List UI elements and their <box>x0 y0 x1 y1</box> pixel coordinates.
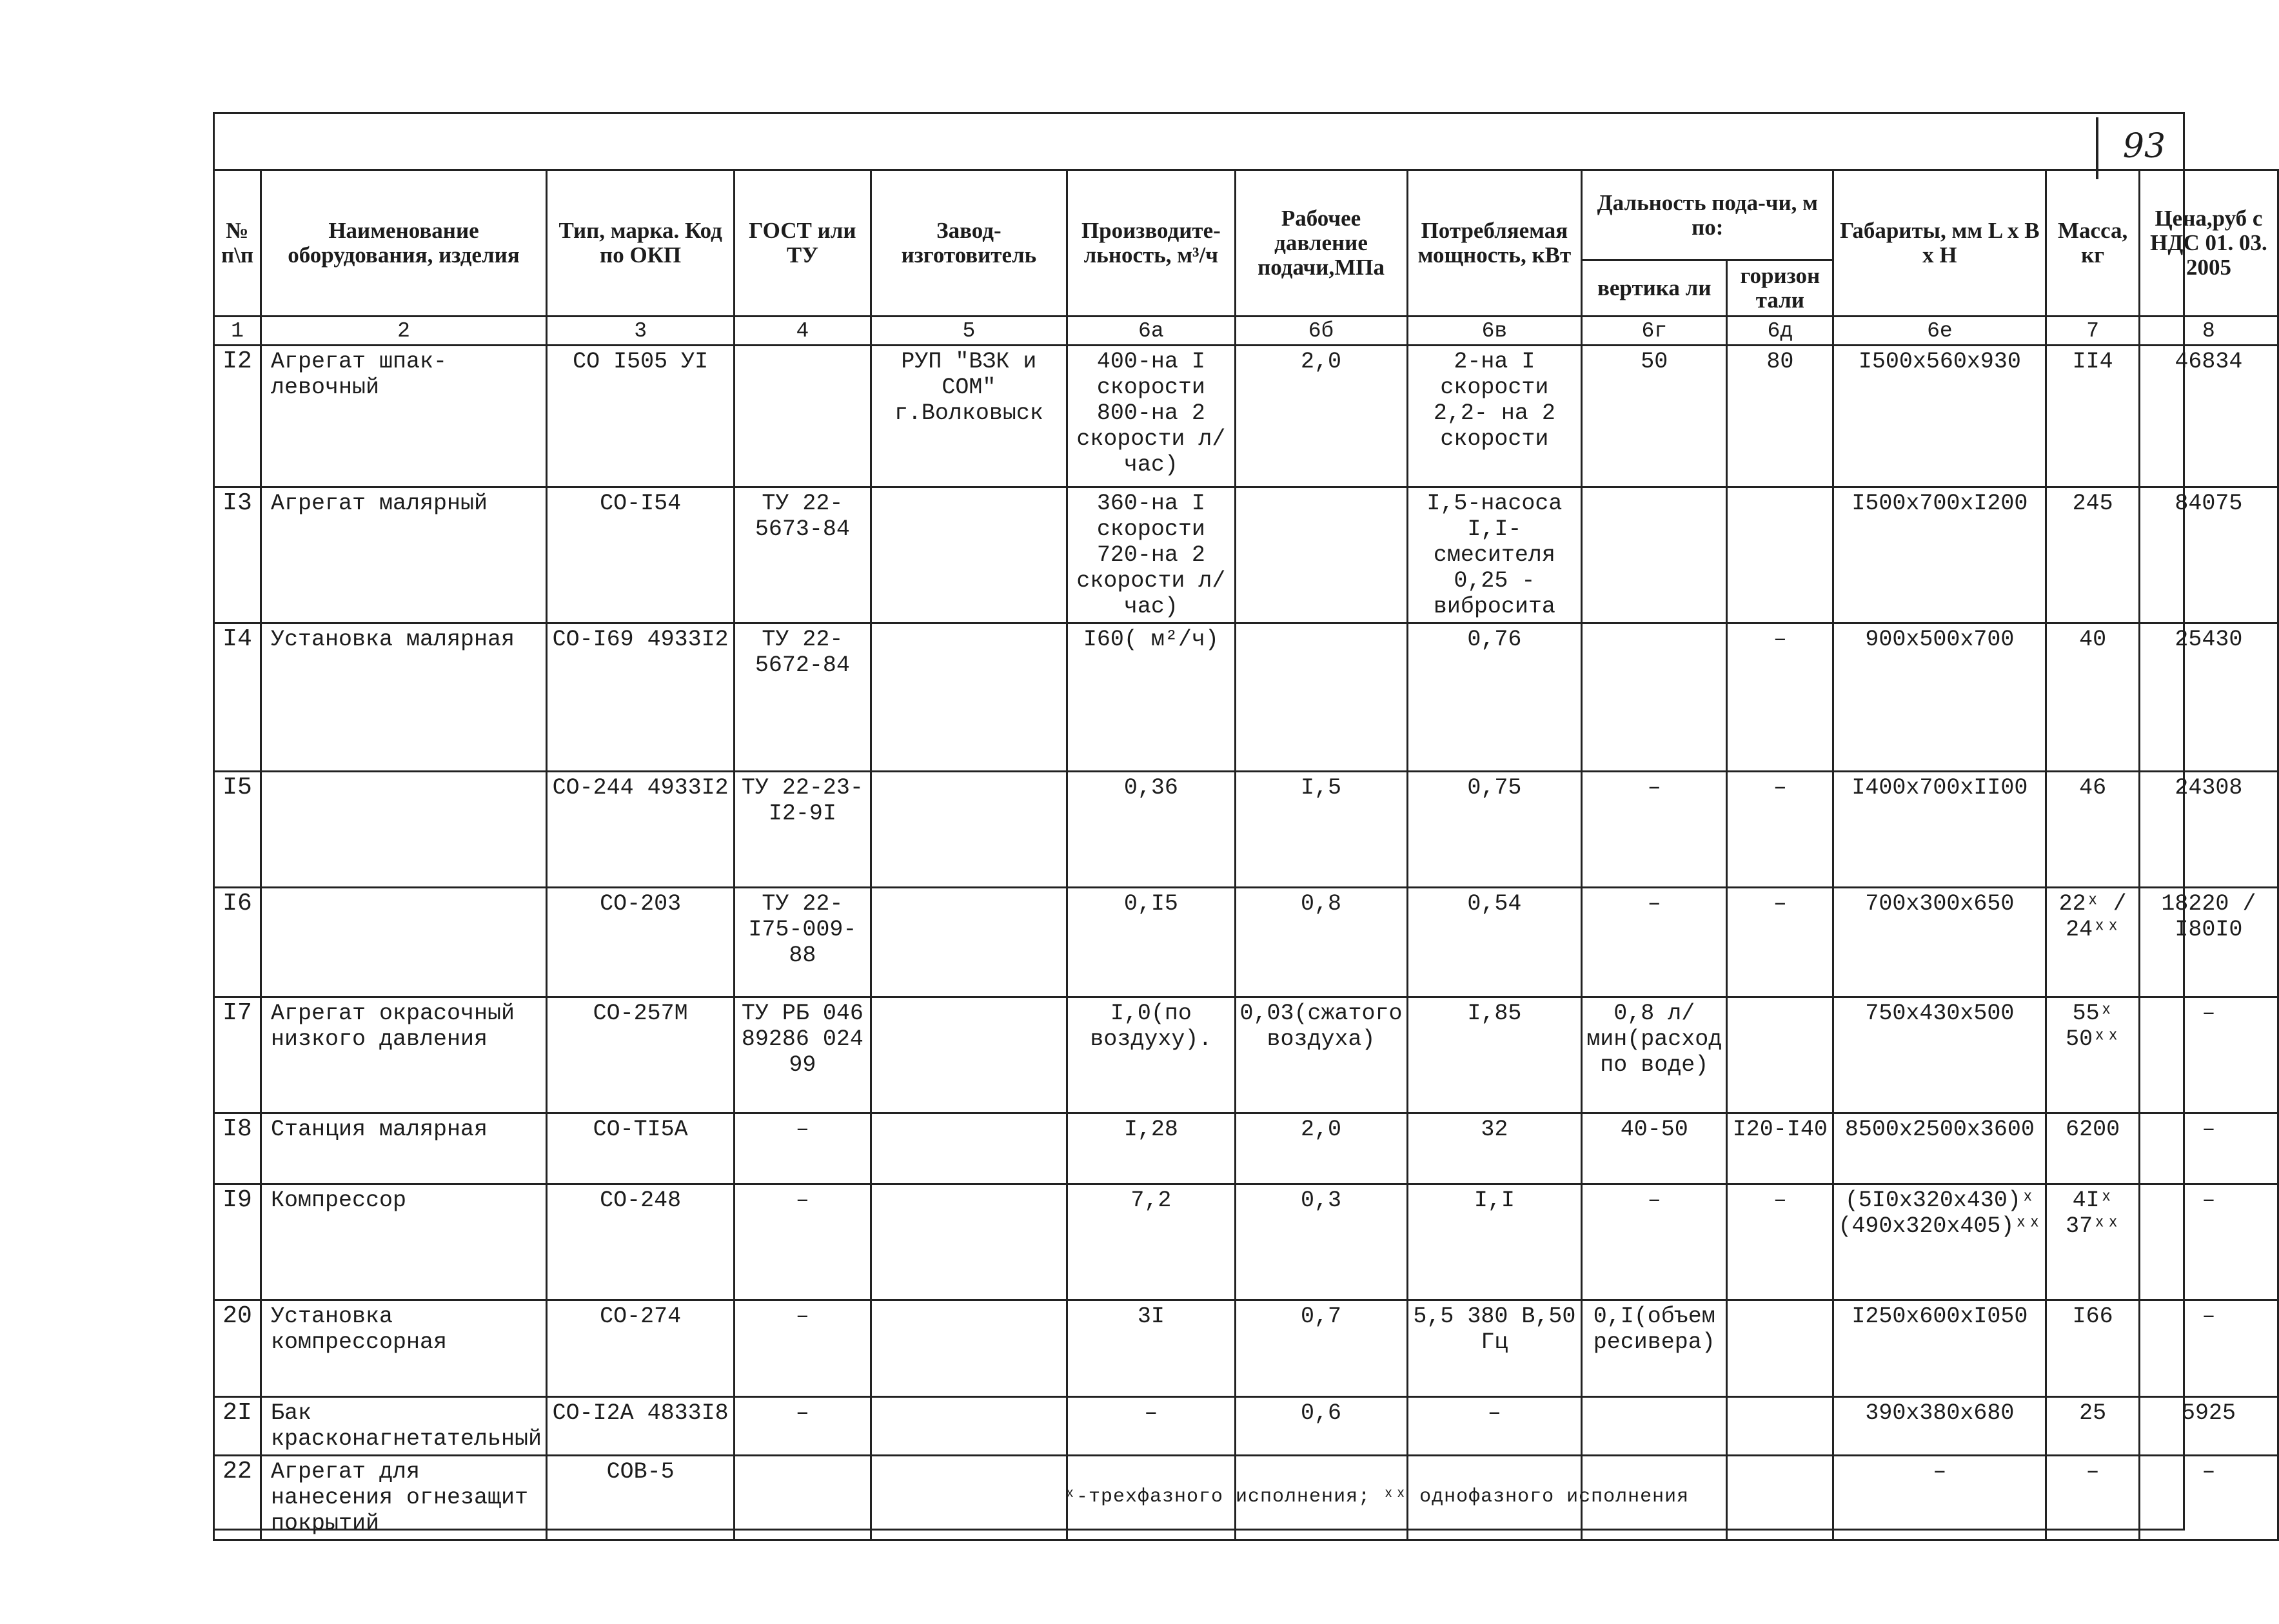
hdr-dist-vert: вертика ли <box>1582 260 1727 317</box>
item-dist-horiz <box>1727 1300 1833 1397</box>
item-mass: II4 <box>2046 346 2139 487</box>
row-number: I7 <box>214 997 261 1113</box>
item-dist-horiz: – <box>1727 888 1833 997</box>
item-mass: 4Iˣ 37ˣˣ <box>2046 1184 2139 1300</box>
item-dist-vert: – <box>1582 1184 1727 1300</box>
item-type: СО-244 4933I2 <box>547 772 735 888</box>
item-name <box>261 888 546 997</box>
item-name: Установка компрессорная <box>261 1300 546 1397</box>
item-price: 25430 <box>2139 623 2278 772</box>
item-dims: 700x300x650 <box>1833 888 2046 997</box>
item-name: Агрегат шпак-левочный <box>261 346 546 487</box>
item-power: 5,5 380 В,50 Гц <box>1407 1300 1582 1397</box>
item-type: СО-ТI5А <box>547 1113 735 1184</box>
item-name: Агрегат окрасочный низкого давления <box>261 997 546 1113</box>
colnum: 6а <box>1067 317 1235 346</box>
colnum: 6б <box>1235 317 1407 346</box>
item-gost: ТУ 22-5673-84 <box>735 487 871 623</box>
item-price: – <box>2139 1300 2278 1397</box>
item-pressure: 0,6 <box>1235 1397 1407 1456</box>
item-productivity: I60( м²/ч) <box>1067 623 1235 772</box>
item-dims: I500x560x930 <box>1833 346 2046 487</box>
item-productivity: 400-на I скорости 800-на 2 скорости л/час) <box>1067 346 1235 487</box>
item-type: СО-I69 4933I2 <box>547 623 735 772</box>
column-number-row <box>214 317 2278 346</box>
item-maker <box>871 772 1067 888</box>
item-dims: I250x600xI050 <box>1833 1300 2046 1397</box>
item-productivity: 0,36 <box>1067 772 1235 888</box>
item-type: СО-257М <box>547 997 735 1113</box>
row-number: I4 <box>214 623 261 772</box>
item-productivity: 3I <box>1067 1300 1235 1397</box>
item-name <box>261 772 546 888</box>
item-dist-horiz: – <box>1727 623 1833 772</box>
colnum: 6в <box>1407 317 1582 346</box>
item-gost: ТУ 22-I75-009-88 <box>735 888 871 997</box>
hdr-mass: Масса, кг <box>2046 170 2139 317</box>
item-power: 2-на I скорости 2,2- на 2 скорости <box>1407 346 1582 487</box>
item-power: I,I <box>1407 1184 1582 1300</box>
item-maker: РУП "ВЗК и СОМ" г.Волковыск <box>871 346 1067 487</box>
colnum: 4 <box>735 317 871 346</box>
item-dist-vert: 0,I(объем ресивера) <box>1582 1300 1727 1397</box>
item-name: Бак красконагнетательный <box>261 1397 546 1456</box>
hdr-pressure: Рабочее давление подачи,МПа <box>1235 170 1407 317</box>
item-pressure: 0,7 <box>1235 1300 1407 1397</box>
item-dims: I400x700xII00 <box>1833 772 2046 888</box>
item-dist-vert <box>1582 623 1727 772</box>
item-productivity: I,0(по воздуху). <box>1067 997 1235 1113</box>
hdr-type: Тип, марка. Код по ОКП <box>547 170 735 317</box>
hdr-maker: Завод-изготовитель <box>871 170 1067 317</box>
item-dist-vert: 40-50 <box>1582 1113 1727 1184</box>
table-row <box>214 623 2278 772</box>
item-name: Агрегат для нанесения огнезащит покрытий <box>261 1456 546 1540</box>
hdr-gost: ГОСТ или ТУ <box>735 170 871 317</box>
item-type: СО I505 УI <box>547 346 735 487</box>
hdr-num: № п\п <box>214 170 261 317</box>
item-mass: 55ˣ 50ˣˣ <box>2046 997 2139 1113</box>
item-gost: ТУ 22-5672-84 <box>735 623 871 772</box>
item-price: 24308 <box>2139 772 2278 888</box>
item-maker <box>871 623 1067 772</box>
item-pressure: 0,8 <box>1235 888 1407 997</box>
hdr-dist-horiz: горизон тали <box>1727 260 1833 317</box>
row-number: I8 <box>214 1113 261 1184</box>
table-row <box>214 487 2278 623</box>
item-dims: (5I0x320x430)ˣ (490x320x405)ˣˣ <box>1833 1184 2046 1300</box>
item-productivity: 7,2 <box>1067 1184 1235 1300</box>
item-dist-vert: – <box>1582 772 1727 888</box>
table-row <box>214 346 2278 487</box>
item-type: СО-203 <box>547 888 735 997</box>
item-power: 32 <box>1407 1113 1582 1184</box>
item-dist-vert: – <box>1582 888 1727 997</box>
row-number: 2I <box>214 1397 261 1456</box>
item-maker <box>871 1456 1067 1540</box>
page-number: 93 <box>2122 127 2166 166</box>
item-dist-horiz <box>1727 1397 1833 1456</box>
row-number: 20 <box>214 1300 261 1397</box>
table-row <box>214 1184 2278 1300</box>
hdr-name: Наименование оборудования, изделия <box>261 170 546 317</box>
colnum: 7 <box>2046 317 2139 346</box>
item-maker <box>871 1397 1067 1456</box>
item-dims: I500x700xI200 <box>1833 487 2046 623</box>
hdr-distance: Дальность пода-чи, м по: <box>1582 170 1833 260</box>
item-gost: – <box>735 1113 871 1184</box>
table-row <box>214 888 2278 997</box>
item-price: – <box>2139 1184 2278 1300</box>
item-type: СОВ-5 <box>547 1456 735 1540</box>
item-power: I,5-насоса I,I-смесителя 0,25 - вибросита <box>1407 487 1582 623</box>
item-gost <box>735 1456 871 1540</box>
item-gost <box>735 346 871 487</box>
row-number: I2 <box>214 346 261 487</box>
item-price: – <box>2139 1456 2278 1540</box>
item-maker <box>871 1300 1067 1397</box>
item-maker <box>871 487 1067 623</box>
item-mass: 6200 <box>2046 1113 2139 1184</box>
item-pressure <box>1235 487 1407 623</box>
item-type: СО-I2А 4833I8 <box>547 1397 735 1456</box>
item-pressure: 0,03(сжатого воздуха) <box>1235 997 1407 1113</box>
item-maker <box>871 1113 1067 1184</box>
item-pressure: 2,0 <box>1235 1113 1407 1184</box>
item-dims: 750x430x500 <box>1833 997 2046 1113</box>
table-row <box>214 772 2278 888</box>
item-gost: ТУ РБ 046 89286 024 99 <box>735 997 871 1113</box>
item-mass: 22ˣ / 24ˣˣ <box>2046 888 2139 997</box>
item-pressure: I,5 <box>1235 772 1407 888</box>
item-productivity: – <box>1067 1397 1235 1456</box>
row-number: 22 <box>214 1456 261 1540</box>
item-mass: 245 <box>2046 487 2139 623</box>
equipment-table <box>213 169 2279 1541</box>
colnum: 6д <box>1727 317 1833 346</box>
item-pressure: 0,3 <box>1235 1184 1407 1300</box>
row-number: I6 <box>214 888 261 997</box>
item-price: 46834 <box>2139 346 2278 487</box>
colnum: 8 <box>2139 317 2278 346</box>
item-dims: 900x500x700 <box>1833 623 2046 772</box>
item-productivity: I,28 <box>1067 1113 1235 1184</box>
item-dist-horiz <box>1727 997 1833 1113</box>
hdr-dims: Габариты, мм L x B x H <box>1833 170 2046 317</box>
item-name: Агрегат малярный <box>261 487 546 623</box>
item-price: – <box>2139 997 2278 1113</box>
colnum: 2 <box>261 317 546 346</box>
item-mass: 46 <box>2046 772 2139 888</box>
item-name: Компрессор <box>261 1184 546 1300</box>
item-mass: I66 <box>2046 1300 2139 1397</box>
item-type: СО-I54 <box>547 487 735 623</box>
item-maker <box>871 1184 1067 1300</box>
item-productivity: 0,I5 <box>1067 888 1235 997</box>
colnum: 6г <box>1582 317 1727 346</box>
item-gost: ТУ 22-23-I2-9I <box>735 772 871 888</box>
item-pressure: 2,0 <box>1235 346 1407 487</box>
colnum: 3 <box>547 317 735 346</box>
item-power: – <box>1407 1397 1582 1456</box>
item-dist-horiz: – <box>1727 772 1833 888</box>
header-row <box>214 170 2278 260</box>
item-productivity: 360-на I скорости 720-на 2 скорости л/час) <box>1067 487 1235 623</box>
item-dist-horiz <box>1727 487 1833 623</box>
item-power: 0,54 <box>1407 888 1582 997</box>
footnote: ˣ-трехфазного исполнения; ˣˣ однофазного исполнения <box>1064 1486 1690 1508</box>
item-dist-vert <box>1582 1397 1727 1456</box>
item-power: I,85 <box>1407 997 1582 1113</box>
item-dims: 390x380x680 <box>1833 1397 2046 1456</box>
item-power: 0,75 <box>1407 772 1582 888</box>
item-name: Установка малярная <box>261 623 546 772</box>
item-price: 84075 <box>2139 487 2278 623</box>
item-dist-vert: 50 <box>1582 346 1727 487</box>
item-mass: 40 <box>2046 623 2139 772</box>
item-dims: – <box>1833 1456 2046 1540</box>
item-price: – <box>2139 1113 2278 1184</box>
item-price: 18220 / I80I0 <box>2139 888 2278 997</box>
item-gost: – <box>735 1300 871 1397</box>
row-number: I9 <box>214 1184 261 1300</box>
item-gost: – <box>735 1184 871 1300</box>
colnum: 5 <box>871 317 1067 346</box>
item-dist-horiz: – <box>1727 1184 1833 1300</box>
item-mass: – <box>2046 1456 2139 1540</box>
item-power: 0,76 <box>1407 623 1582 772</box>
row-number: I5 <box>214 772 261 888</box>
item-type: СО-274 <box>547 1300 735 1397</box>
table-row <box>214 1113 2278 1184</box>
item-dist-vert: 0,8 л/мин(расход по воде) <box>1582 997 1727 1113</box>
hdr-power: Потребляемая мощность, кВт <box>1407 170 1582 317</box>
item-maker <box>871 888 1067 997</box>
item-maker <box>871 997 1067 1113</box>
colnum: 1 <box>214 317 261 346</box>
item-pressure <box>1235 623 1407 772</box>
item-dist-horiz <box>1727 1456 1833 1540</box>
item-dims: 8500x2500x3600 <box>1833 1113 2046 1184</box>
row-number: I3 <box>214 487 261 623</box>
table-row <box>214 1300 2278 1397</box>
item-name: Станция малярная <box>261 1113 546 1184</box>
item-dist-vert <box>1582 487 1727 623</box>
item-price: 5925 <box>2139 1397 2278 1456</box>
item-dist-horiz: 80 <box>1727 346 1833 487</box>
table-row <box>214 997 2278 1113</box>
item-mass: 25 <box>2046 1397 2139 1456</box>
item-type: СО-248 <box>547 1184 735 1300</box>
hdr-productivity: Производите-льность, м³/ч <box>1067 170 1235 317</box>
item-dist-horiz: I20-I40 <box>1727 1113 1833 1184</box>
colnum: 6е <box>1833 317 2046 346</box>
table-row <box>214 1397 2278 1456</box>
item-gost: – <box>735 1397 871 1456</box>
hdr-price: Цена,руб с НДС 01. 03. 2005 <box>2139 170 2278 317</box>
